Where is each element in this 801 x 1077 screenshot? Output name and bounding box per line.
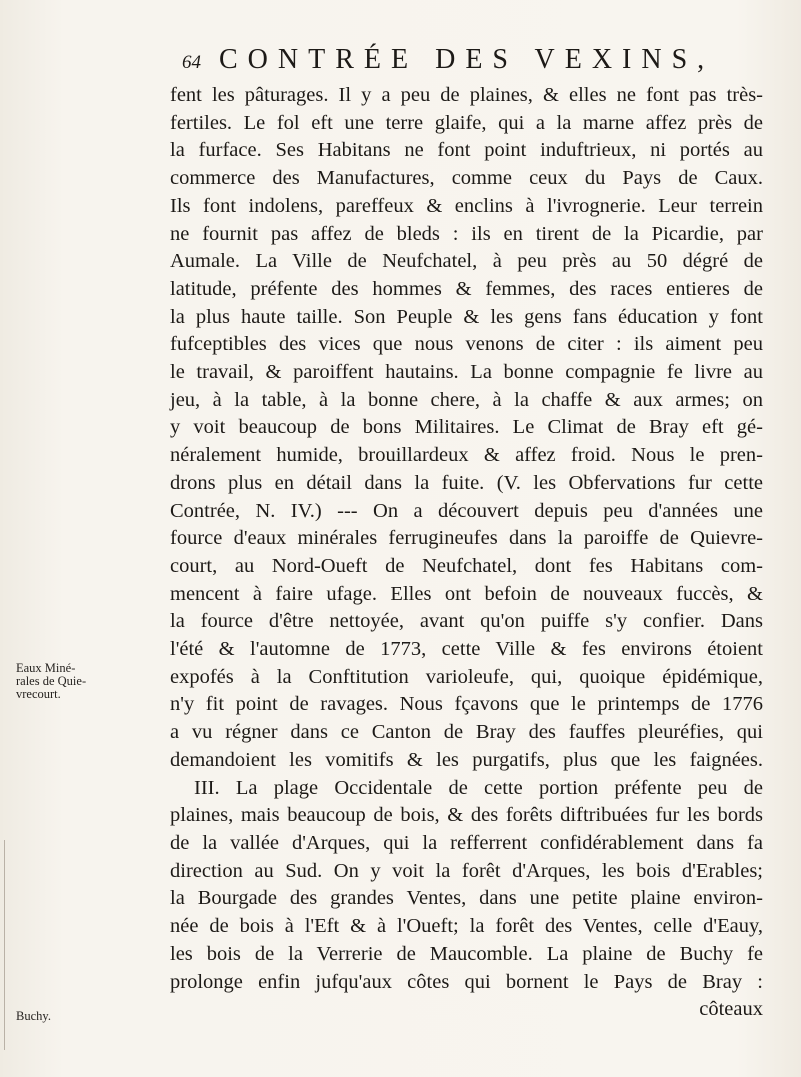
text-line: a vu régner dans ce Canton de Bray des fauffes pleuréfies, qui bbox=[170, 721, 763, 744]
text-line: néralement humide, brouillardeux & affez froid. Nous le pren- bbox=[170, 444, 763, 467]
running-title: CONTRÉE DES VEXINS, bbox=[219, 44, 715, 75]
text-line: l'été & l'automne de 1773, cette Ville & fes environs étoient bbox=[170, 638, 763, 661]
text-line: fent les pâturages. Il y a peu de plaines, & elles ne font pas très- bbox=[170, 84, 763, 106]
text-line: fufceptibles des vices que nous venons de citer : ils aiment peu bbox=[170, 333, 763, 356]
text-line: prolonge enfin jufqu'aux côtes qui bornent le Pays de Bray : bbox=[170, 970, 763, 993]
text-line: expofés à la Conftitution varioleufe, qui, quoique épidémique, bbox=[170, 665, 763, 688]
text-line: la plus haute taille. Son Peuple & les gens fans éducation y font bbox=[170, 305, 763, 328]
text-line: demandoient les vomitifs & les purgatifs, plus que les faignées. bbox=[170, 748, 763, 771]
text-line: Contrée, N. IV.) --- On a découvert depuis peu d'années une bbox=[170, 499, 763, 522]
text-line: mencent à faire ufage. Elles ont befoin de nouveaux fuccès, & bbox=[170, 582, 763, 605]
text-line: commerce des Manufactures, comme ceux du Pays de Caux. bbox=[170, 167, 763, 190]
margin-note-line: vrecourt. bbox=[16, 687, 61, 701]
text-line: née de bois à l'Eft & à l'Oueft; la forêt des Ventes, celle d'Eauy, bbox=[170, 915, 763, 938]
margin-note-eaux-minerales bbox=[16, 662, 156, 701]
text-line: fource d'eaux minérales ferrugineufes dans la paroiffe de Quievre- bbox=[170, 527, 763, 550]
text-line: latitude, préfente des hommes & femmes, des races entieres de bbox=[170, 277, 763, 300]
page-number: 64 bbox=[182, 52, 201, 73]
text-line: drons plus en détail dans la fuite. (V. les Obfervations fur cette bbox=[170, 471, 763, 494]
main-text bbox=[170, 82, 763, 1024]
text-line: direction au Sud. On y voit la forêt d'Arques, les bois d'Erables; bbox=[170, 859, 763, 882]
text-line: la Bourgade des grandes Ventes, dans une petite plaine environ- bbox=[170, 887, 763, 910]
text-line: de la vallée d'Arques, qui la refferrent confidérablement dans fa bbox=[170, 831, 763, 854]
margin-note-line: rales de Quie- bbox=[16, 674, 87, 688]
text-line: Aumale. La Ville de Neufchatel, à peu près au 50 dégré de bbox=[170, 250, 763, 273]
text-line: le travail, & paroiffent hautains. La bonne compagnie fe livre au bbox=[170, 361, 763, 384]
page-edge-line bbox=[4, 840, 5, 1050]
text-line: les bois de la Verrerie de Maucomble. La plaine de Buchy fe bbox=[170, 942, 763, 965]
margin-note-buchy: Buchy. bbox=[16, 1009, 51, 1023]
text-line: la fource d'être nettoyée, avant qu'on puiffe s'y confier. Dans bbox=[170, 610, 763, 633]
catchword: côteaux bbox=[699, 998, 763, 1021]
text-line: la furface. Ses Habitans ne font point induftrieux, ni portés au bbox=[170, 139, 763, 162]
text-line: Ils font indolens, pareffeux & enclins à l'ivrognerie. Leur terrein bbox=[170, 194, 763, 217]
margin-note-line: Eaux Miné- bbox=[16, 661, 76, 675]
text-line: n'y fit point de ravages. Nous fçavons que le printemps de 1776 bbox=[170, 693, 763, 716]
text-line: court, au Nord-Oueft de Neufchatel, dont fes Habitans com- bbox=[170, 554, 763, 577]
text-line: fertiles. Le fol eft une terre glaife, qui a la marne affez près de bbox=[170, 111, 763, 134]
text-line: III. La plage Occidentale de cette portion préfente peu de bbox=[194, 776, 763, 799]
text-line: ne fournit pas affez de bleds : ils en tirent de la Picardie, par bbox=[170, 222, 763, 245]
text-line: plaines, mais beaucoup de bois, & des forêts diftribuées fur les bords bbox=[170, 804, 763, 827]
text-line: jeu, à la table, à la bonne chere, à la chaffe & aux armes; on bbox=[170, 388, 763, 411]
page-header bbox=[182, 44, 742, 80]
text-line: y voit beaucoup de bons Militaires. Le Climat de Bray eft gé- bbox=[170, 416, 763, 439]
